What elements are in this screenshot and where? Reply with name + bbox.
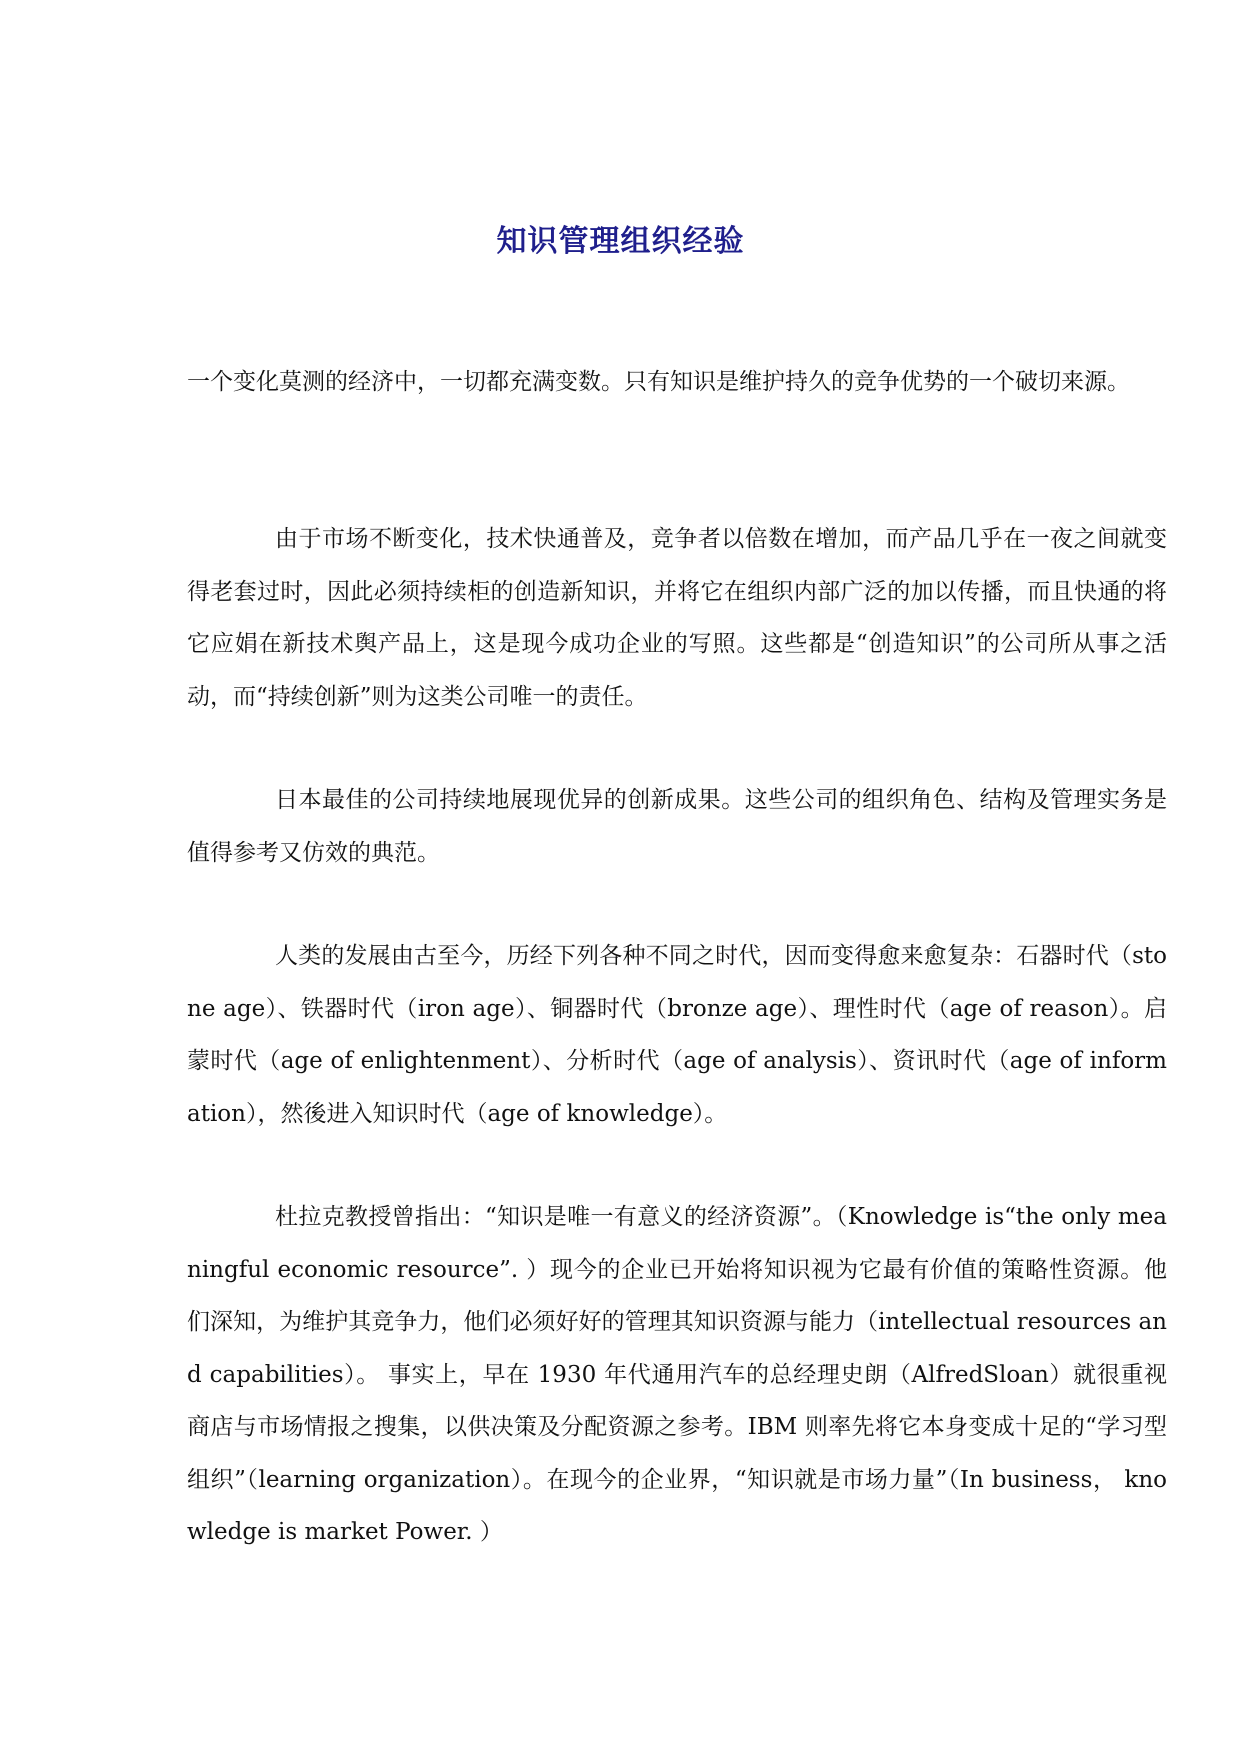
paragraph-drucker-quote: 杜拉克教授曾指出：“知识是唯一有意义的经济资源”。（Knowledge is“the only meaningful economic resource”. ）现今的企业已开始将知识视为它最有价值的策略性资源。他们深知，为维护其竞争力，他们必须好好的管理其知识资源与能力（intellectual resources and capabilities）。 事实上，早在 1930 年代通用汽车的总经理史朗（AlfredSloan）就很重视商店与市场情报之搜集，以供决策及分配资源之参考。IBM 则率先将它本身变成十足的“学习型组织”（learning organization）。在现今的企业界，“知识就是市场力量”（In business， knowledge is market Power. ） — [187, 1204, 1167, 1545]
paragraph-human-eras: 人类的发展由古至今，历经下列各种不同之时代，因而变得愈来愈复杂：石器时代（stone age）、铁器时代（iron age）、铜器时代（bronze age）、理性时代（age of reason）。启蒙时代（age of enlightenment）、分析时代（age of analysis）、资讯时代（age of information），然後进入知识时代（age of knowledge）。 — [187, 943, 1167, 1127]
paragraph-japanese-companies: 日本最佳的公司持续地展现优异的创新成果。这些公司的组织角色、结构及管理实务是值得参考又仿效的典范。 — [187, 787, 1167, 866]
paragraph-market-change: 由于市场不断变化，技术快通普及，竞争者以倍数在增加，而产品几乎在一夜之间就变得老套过时，因此必须持续柜的创造新知识，并将它在组织内部广泛的加以传播，而且快通的将它应娟在新技术舆产品上，这是现今成功企业的写照。这些都是“创造知识”的公司所从事之活动，而“持续创新”则为这类公司唯一的责任。 — [187, 526, 1167, 710]
paragraph-intro: 一个变化莫测的经济中，一切都充满变数。只有知识是维护持久的竞争优势的一个破切来源。 — [187, 369, 1130, 395]
document-title: 知识管理组织经验 — [496, 224, 745, 259]
